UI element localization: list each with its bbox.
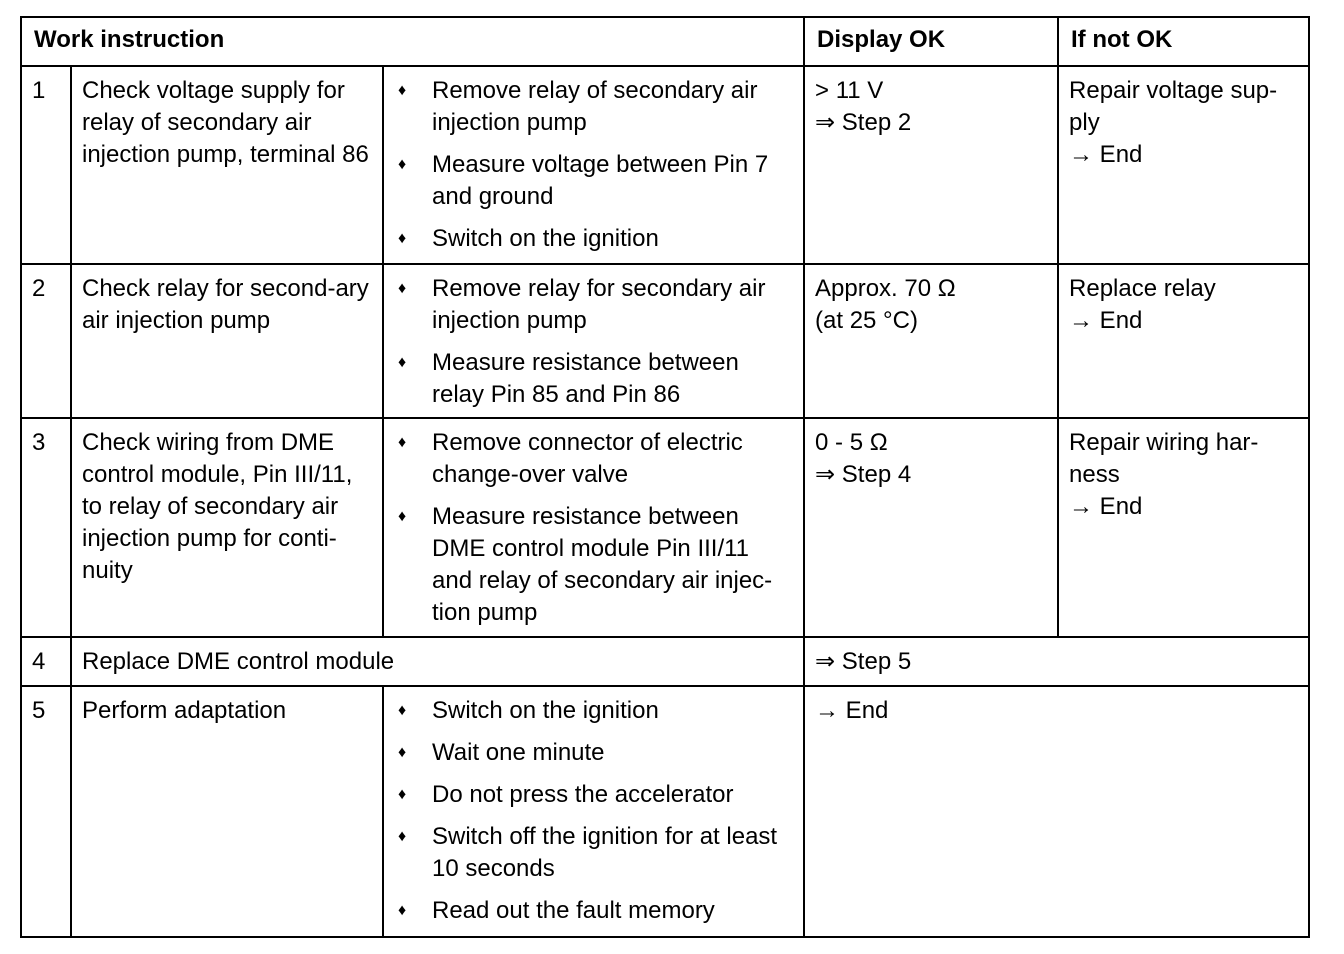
action-text: Switch off the ignition for at least 10 seconds — [432, 823, 778, 882]
list-item — [394, 737, 793, 769]
bullet-diamond-icon: ♦ — [398, 786, 407, 803]
header-if-not-ok: If not OK — [1058, 17, 1309, 66]
bullet-diamond-icon: ♦ — [398, 434, 407, 451]
display-ok-line: 0 - 5 Ω — [815, 429, 888, 456]
step-instruction: Check relay for second-ary air injection pump — [71, 264, 383, 418]
if-not-ok-line: → End — [1069, 141, 1143, 168]
bullet-diamond-icon: ♦ — [398, 354, 407, 371]
header-display-ok: Display OK — [804, 17, 1058, 66]
step-instruction: Replace DME control module — [71, 637, 804, 686]
display-ok-cell — [804, 66, 1058, 264]
bullet-diamond-icon: ♦ — [398, 744, 407, 761]
action-text: Switch on the ignition — [432, 225, 659, 252]
table-row — [21, 686, 1309, 937]
action-text: Remove connector of electric change-over valve — [432, 429, 743, 488]
step-number: 5 — [21, 686, 71, 937]
step-number: 2 — [21, 264, 71, 418]
step-actions — [383, 418, 804, 637]
list-item — [394, 149, 793, 213]
action-text: Wait one minute — [432, 739, 605, 766]
if-not-ok-cell — [1058, 264, 1309, 418]
list-item — [394, 223, 793, 255]
display-ok-line: ⇒ Step 5 — [815, 648, 912, 675]
step-number: 3 — [21, 418, 71, 637]
if-not-ok-line: Replace relay — [1069, 275, 1216, 302]
action-text: Remove relay of secondary air injection pump — [432, 77, 758, 136]
table-row — [21, 637, 1309, 686]
bullet-diamond-icon: ♦ — [398, 156, 407, 173]
display-ok-line: ⇒ Step 2 — [815, 109, 912, 136]
list-item — [394, 821, 793, 885]
step-actions — [383, 264, 804, 418]
display-ok-line: ⇒ Step 4 — [815, 461, 912, 488]
header-row — [21, 17, 1309, 66]
work-instruction-table — [20, 16, 1310, 938]
table-row — [21, 264, 1309, 418]
table-row — [21, 66, 1309, 264]
display-ok-cell — [804, 418, 1058, 637]
action-text: Measure resistance between DME control module Pin III/11 and relay of secondary air injec-tion pump — [432, 503, 773, 626]
step-actions — [383, 66, 804, 264]
step-instruction: Check voltage supply for relay of secondary air injection pump, terminal 86 — [71, 66, 383, 264]
if-not-ok-line: → End — [1069, 493, 1143, 520]
action-text: Measure voltage between Pin 7 and ground — [432, 151, 769, 210]
list-item — [394, 273, 793, 337]
list-item — [394, 347, 793, 411]
list-item — [394, 427, 793, 491]
if-not-ok-line: Repair wiring har- — [1069, 429, 1259, 456]
action-text: Measure resistance between relay Pin 85 and Pin 86 — [432, 349, 739, 408]
if-not-ok-line: ness — [1069, 461, 1120, 488]
bullet-diamond-icon: ♦ — [398, 828, 407, 845]
if-not-ok-line: ply — [1069, 109, 1100, 136]
bullet-diamond-icon: ♦ — [398, 280, 407, 297]
action-text: Read out the fault memory — [432, 897, 715, 924]
list-item — [394, 695, 793, 727]
if-not-ok-cell — [1058, 66, 1309, 264]
bullet-diamond-icon: ♦ — [398, 508, 407, 525]
if-not-ok-cell — [1058, 418, 1309, 637]
step-number: 4 — [21, 637, 71, 686]
header-work-instruction: Work instruction — [21, 17, 804, 66]
display-ok-line: Approx. 70 Ω — [815, 275, 956, 302]
display-ok-line: → End — [815, 697, 889, 724]
list-item — [394, 75, 793, 139]
bullet-diamond-icon: ♦ — [398, 702, 407, 719]
action-text: Remove relay for secondary air injection pump — [432, 275, 766, 334]
step-instruction: Perform adaptation — [71, 686, 383, 937]
action-text: Switch on the ignition — [432, 697, 659, 724]
if-not-ok-line: Repair voltage sup- — [1069, 77, 1278, 104]
list-item — [394, 895, 793, 927]
step-instruction: Check wiring from DME control module, Pin III/11, to relay of secondary air injection pump for conti-nuity — [71, 418, 383, 637]
display-ok-cell — [804, 637, 1309, 686]
if-not-ok-line: → End — [1069, 307, 1143, 334]
bullet-diamond-icon: ♦ — [398, 902, 407, 919]
bullet-diamond-icon: ♦ — [398, 82, 407, 99]
display-ok-cell — [804, 686, 1309, 937]
list-item — [394, 779, 793, 811]
table-row — [21, 418, 1309, 637]
step-actions — [383, 686, 804, 937]
list-item — [394, 501, 793, 629]
step-number: 1 — [21, 66, 71, 264]
display-ok-line: > 11 V — [815, 77, 884, 104]
display-ok-cell — [804, 264, 1058, 418]
bullet-diamond-icon: ♦ — [398, 230, 407, 247]
display-ok-line: (at 25 °C) — [815, 307, 918, 334]
action-text: Do not press the accelerator — [432, 781, 734, 808]
